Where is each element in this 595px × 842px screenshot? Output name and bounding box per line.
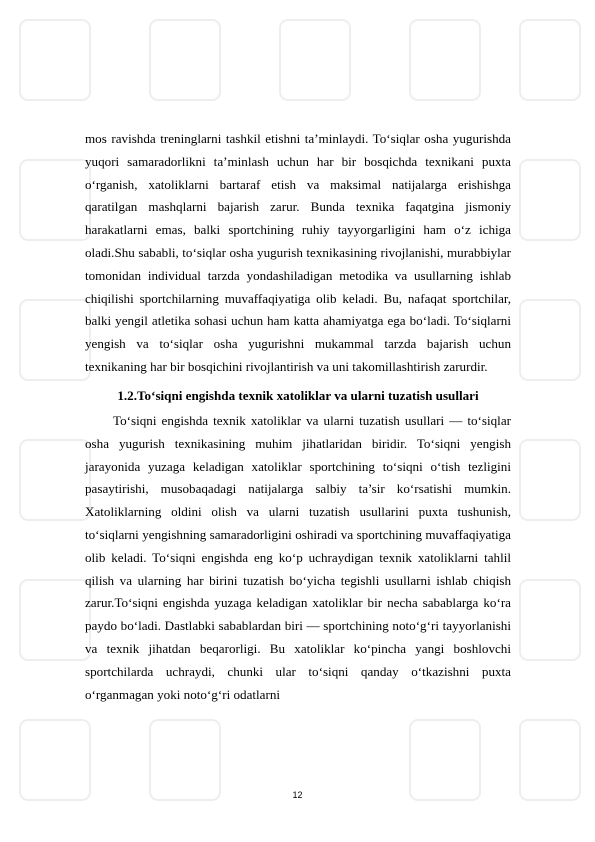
body-paragraph-1: mos ravishda treninglarni tashkil etishni ta’minlaydi. To‘siqlar osha yugurishda yuqori samaradorlikni ta’minlash uchun har bir bosqichda texnikani puxta o‘rganish, xatoliklarni bartaraf etish va maksimal natijalarga erishishga qaratilgan mashqlarni bajarish zarur. Bunda texnika faqatgina jismoniy harakatlarni emas, balki sportchining ruhiy tayyorgarligini ham o‘z ichiga oladi.Shu sababli, to‘siqlar osha yugurish texnikasining rivojlanishi, murabbiylar tomonidan individual tarzda yondashiladigan metodika va usullarning ishlab chiqilishi sportchilarning muvaffaqiyatiga olib keladi. Bu, nafaqat sportchilar, balki yengil atletika sohasi uchun ham katta ahamiyatga ega bo‘ladi. To‘siqlarni yengish va to‘siqlar osha yugurishni mukammal tarzda bajarish uchun texnikaning har bir bosqichini rivojlantirish va uni takomillashtirish zarurdir.: [85, 131, 511, 374]
section-heading: 1.2.To‘siqni engishda texnik xatoliklar va ularni tuzatish usullari: [117, 388, 479, 403]
page-number: 12: [292, 790, 303, 800]
body-paragraph-2: To‘siqni engishda texnik xatoliklar va ularni tuzatish usullari — to‘siqlar osha yugurish texnikasining muhim jihatlaridan biridir. To‘siqni yengish jarayonida yuzaga keladigan xatoliklar sportchining to‘siqni o‘tish tezligini pasaytirishi, musobaqadagi natijalarga salbiy ta’sir ko‘rsatishi mumkin. Xatoliklarning oldini olish va ularni tuzatish usullarini puxta tushunish, to‘siqlarni yengishning samaradorligini oshiradi va sportchining muvaffaqiyatiga olib keladi. To‘siqni engishda eng ko‘p uchraydigan texnik xatoliklarni tahlil qilish va ularning har birini tuzatish bo‘yicha tegishli usullarni ishlab chiqish zarur.To‘siqni engishda yuzaga keladigan xatoliklar bir necha sabablarga ko‘ra paydo bo‘ladi. Dastlabki sabablardan biri — sportchining noto‘g‘ri tayyorlanishi va texnik jihatdan beqarorligi. Bu xatoliklar ko‘pincha yangi boshlovchi sportchilarda uchraydi, chunki ular to‘siqni qanday o‘tkazishni puxta o‘rganmagan yoki noto‘g‘ri odatlarni: [85, 413, 511, 702]
